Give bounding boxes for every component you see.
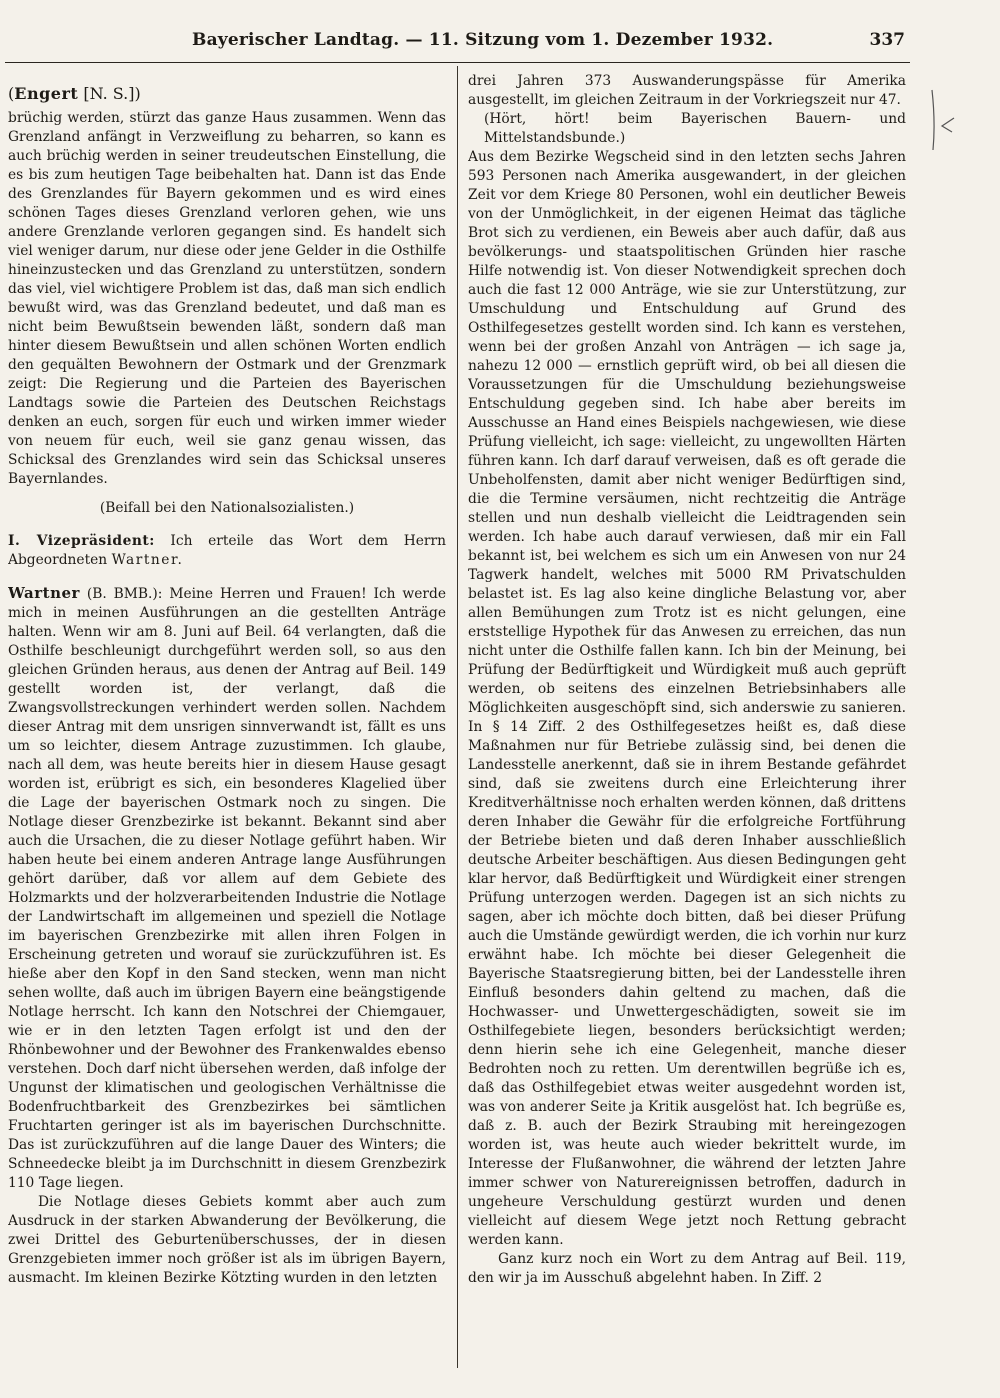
right-column [468,72,906,1368]
header-rule [5,62,910,63]
margin-annotation-mark [918,88,958,178]
speaker-name-engert: Engert [14,84,79,103]
paragraph-wartner [8,584,446,1193]
speaker-party: [N. S.]) [83,84,141,103]
vice-president-label: I. Vizepräsident: [8,533,155,549]
called-speaker-name: Wartner. [111,552,184,568]
left-column [8,72,446,1368]
paragraph-notlage: Die Notlage dieses Gebiets kommt aber auch zum Ausdruck in der starken Abwanderung der Bevölkerung, die zwei Drittel des Geburtenüberschusses, der in diesen Grenzgebieten immer noch größer ist als im übrigen Bayern, ausmacht. Im kleinen Bezirke Kötzting wurden in den letzten [8,1194,446,1286]
page-header [0,30,1000,54]
paragraph-continuation: drei Jahren 373 Auswanderungspässe für Amerika ausgestellt, im gleichen Zeitraum in der Vorkriegszeit nur 47. [468,73,906,108]
wartner-speech: Meine Herren und Frauen! Ich werde mich in meinen Ausführungen an die gestellten Anträge halten. Wenn wir am 8. Juni auf Beil. 64 verlangten, daß die Osthilfe beschleunigt durchgeführt werden soll, so aus den gleichen Gründen heraus, aus denen der Antrag auf Beil. 149 gestellt worden ist, der verlangt, daß die Zwangsvollstreckungen verhindert werden sollen. Nachdem dieser Antrag mit dem unsrigen sinnverwandt ist, fällt es uns um so leichter, diesem Antrage zuzustimmen. Ich glaube, nach all dem, was heute bereits hier in diesem Hause gesagt worden ist, erübrigt es sich, ein besonderes Klagelied über die Lage der bayerischen Ostmark noch zu singen. Die Notlage dieser Grenzbezirke ist bekannt. Bekannt sind aber auch die Ursachen, die zu dieser Notlage geführt haben. Wir haben heute bei einem anderen Antrage lange Ausführungen gehört darüber, daß vor allem auf dem Gebiete des Holzmarkts und der holzverarbeitenden Industrie die Notlage der Landwirtschaft im allgemeinen und speziell die Notlage im bayerischen Grenzbezirke mit allen ihren Folgen in Erscheinung getreten und worauf sie zurückzuführen ist. Es hieße aber den Kopf in den Sand stecken, wenn man nicht sehen wollte, daß auch im übrigen Bayern eine beängstigende Notlage herrscht. Ich kann den Notschrei der Chiemgauer, wie er in den letzten Tagen erfolgt ist und den der Rhönbewohner und der Bewohner des Frankenwaldes ebenso verstehen. Doch darf nicht übersehen werden, daß infolge der Ungunst der klimatischen und geologischen Verhältnisse die Bodenfruchtbarkeit des Grenzbezirkes bei sämtlichen Fruchtarten geringer ist als im bayerischen Durchschnitte. Das ist zurückzuführen auf die lange Dauer des Winters; die Schneedecke bleibt ja im Durchschnitt in diesem Grenzbezirk 110 Tage liegen. [8,586,446,1191]
wartner-party: (B. BMB.): [79,586,170,602]
paragraph-engert: brüchig werden, stürzt das ganze Haus zusammen. Wenn das Grenzland anfängt in Verzweiflung zu beharren, so kann es auch brüchig werden in seiner treudeutschen Einstellung, die es bis zum heutigen Tage beibehalten hat. Dann ist das Ende des Grenzlandes für Bayern gekommen und es wird eines schönen Tages dieses Grenzland verloren gehen, wie uns andere Grenzlande verloren gegangen sind. Es handelt sich viel weniger darum, nur diese oder jene Gelder in die Osthilfe hineinzustecken und das Grenzland zu unterstützen, sondern das viel, viel wichtigere Problem ist das, daß man sich endlich bewußt wird, was das Grenzland bedeutet, und daß man es nicht beim Bewußtsein bewenden läßt, sondern daß man hinter diesem Bewußtsein und allen schönen Worten endlich den gequälten Bewohnern der Ostmark und der Grenzmark zeigt: Die Regierung und die Parteien des Bayerischen Landtags sowie die Parteien des Deutschen Reichstags denken an euch, sorgen für euch und wirken immer wieder von neuem für euch, weil sie ganz genau wissen, das Schicksal des Grenzlandes wird sein das Schicksal unseres Bayernlandes. [8,110,446,487]
paragraph-wegscheid: Aus dem Bezirke Wegscheid sind in den letzten sechs Jahren 593 Personen nach Amerika ausgewandert, in der gleichen Zeit vor dem Kriege 80 Personen, wohl ein deutlicher Beweis von der Unmöglichkeit, in der eigenen Heimat das tägliche Brot sich zu verdienen, ein Beweis aber auch dafür, daß aus bevölkerungs- und staatspolitischen Gründen hier rasche Hilfe notwendig ist. Von dieser Notwendigkeit sprechen doch auch die fast 12 000 Anträge, wie sie zur Unterstützung, zur Umschuldung und Entschuldung auf Grund des Osthilfegesetzes gestellt worden sind. Ich kann es verstehen, wenn bei der großen Anzahl von Anträgen — ich sage ja, nahezu 12 000 — ernstlich geprüft wird, ob bei all diesen die Voraussetzungen für die Umschuldung beziehungsweise Entschuldung gegeben sind. Ich habe aber bereits im Ausschusse an Hand eines Beispiels nachgewiesen, wie diese Prüfung vielleicht, ich sage: vielleicht, zu ungewollten Härten führen kann. Ich darf darauf verweisen, daß es oft gerade die Unbeholfensten, damit aber nicht weniger Bedürftigen sind, die die Termine versäumen, nicht rechtzeitig die Anträge stellen und nun deshalb vielleicht die Leidtragenden sein werden. Ich habe auch darauf verwiesen, daß mir ein Fall bekannt ist, bei welchem es sich um ein Anwesen von nur 24 Tagwerk handelt, welches mit 5000 RM Privatschulden belastet ist. Es lag also keine dingliche Belastung vor, aber allen Bemühungen zum Trotz ist es nicht gelungen, eine erststellige Hypothek für das Anwesen zu erreichen, das nun nicht unter die Osthilfe fallen kann. Ich bin der Meinung, bei Prüfung der Bedürftigkeit und Würdigkeit muß auch geprüft werden, ob seitens des einzelnen Betriebsinhabers alle Möglichkeiten ausgeschöpft sind, sich anderswie zu sanieren. In § 14 Ziff. 2 des Osthilfegesetzes heißt es, daß diese Maßnahmen nur für Betriebe zulässig sind, bei denen die Landesstelle anerkennt, daß sie in ihrem Bestande gefährdet sind, daß sie zweitens durch eine Erleichterung ihrer Kreditverhältnisse noch erhalten werden können, daß drittens deren Inhaber die Gewähr für die erfolgreiche Fortführung der Betriebe bieten und daß deren Inhaber ausschließlich deutsche Arbeiter beschäftigen. Aus diesen Bedingungen geht klar hervor, daß Bedürftigkeit und Würdigkeit einer strengen Prüfung unterzogen werden. Dagegen ist an sich nichts zu sagen, aber ich möchte doch bitten, daß bei dieser Prüfung auch die Umstände gewürdigt werden, die ich vorhin nur kurz erwähnt habe. Ich möchte bei dieser Gelegenheit die Bayerische Staatsregierung bitten, bei der Landesstelle ihren Einfluß besonders dahin geltend zu machen, daß die Hochwasser- und Unwettergeschädigten, soweit sie im Osthilfegebiete liegen, besonders berücksichtigt werden; denn hierin sehe ich eine Gelegenheit, manche dieser Bedrohten noch zu retten. Um derentwillen begrüße ich es, daß das Osthilfegebiet etwas weiter ausgedehnt worden ist, was von anderer Seite ja Kritik ausgelöst hat. Ich begrüße es, daß z. B. auch der Bezirk Straubing mit hereingezogen worden ist, was heute auch wieder bekrittelt wurde, im Interesse der Flußanwohner, die während der letzten Jahre immer schwer von Naturereignissen betroffen, dadurch in ungeheure Verschuldung gestürzt wurden und denen vielleicht auf diesem Wege jetzt noch Rettung gebracht werden kann. [468,149,906,1248]
vice-president-remark [8,532,446,570]
applause-note: (Beifall bei den Nationalsozialisten.) [99,500,355,516]
vice-president-text: Ich erteile das Wort dem Herrn Abgeordneten [8,533,446,568]
interjection-note: (Hört, hört! beim Bayerischen Bauern- und Mittelstandsbunde.) [484,111,906,146]
speaker-name-wartner: Wartner [8,584,80,602]
page-number: 337 [869,30,905,50]
column-divider [457,66,458,1368]
speaker-heading: (Engert [N. S.]) [8,84,141,103]
paragraph-beil-119: Ganz kurz noch ein Wort zu dem Antrag auf Beil. 119, den wir ja im Ausschuß abgelehnt haben. In Ziff. 2 [468,1251,906,1286]
running-title: Bayerischer Landtag. — 11. Sitzung vom 1. Dezember 1932. [192,30,774,50]
